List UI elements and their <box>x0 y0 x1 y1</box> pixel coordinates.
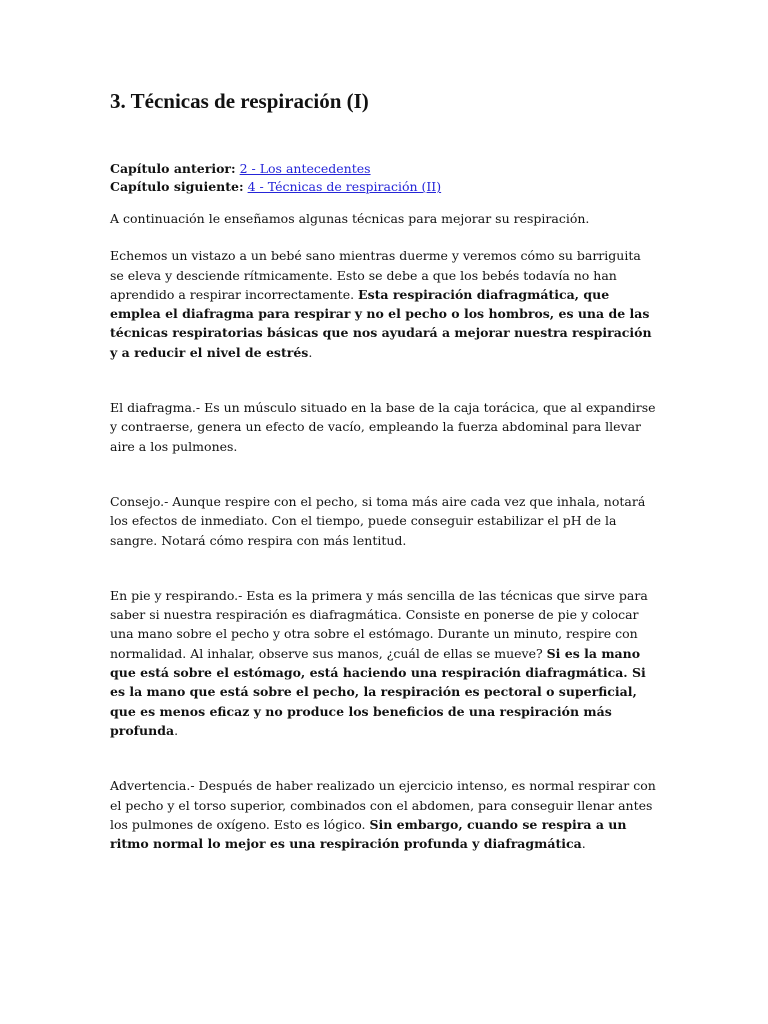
baby-breathing-bold-text: Esta respiración diafragmática, que emplea el diafragma para respirar y no el pecho o los hombros, es una de las técnicas respiratorias básicas que nos ayudará a mejorar nuestra respiración y a reducir el nivel de estrés <box>110 286 652 360</box>
next-chapter-label: Capítulo siguiente: <box>110 179 244 194</box>
warning-text: Advertencia.- Después de haber realizado un ejercicio intenso, es normal respirar con el pecho y el torso superior, combinados con el abdomen, para conseguir llenar antes los pulmones de oxígeno. Esto es lógico. <box>110 778 656 832</box>
chapter-navigation <box>110 160 656 196</box>
document-page <box>110 88 656 853</box>
baby-breathing-end: . <box>308 344 313 360</box>
standing-breathing-text: En pie y respirando.- Esta es la primera y más sencilla de las técnicas que sirve para saber si nuestra respiración es diafragmática. Consiste en ponerse de pie y colocar una mano sobre el pecho y otra sobre el estómago. Durante un minuto, respire con normalidad. Al inhalar, observe sus manos, ¿cuál de ellas se mueve? <box>110 587 648 661</box>
previous-chapter-row <box>110 160 656 178</box>
next-chapter-row <box>110 178 656 196</box>
standing-breathing-paragraph <box>110 586 656 740</box>
previous-chapter-link[interactable]: 2 - Los antecedentes <box>239 161 371 176</box>
previous-chapter-label: Capítulo anterior: <box>110 161 236 176</box>
next-chapter-link[interactable]: 4 - Técnicas de respiración (II) <box>247 179 442 194</box>
warning-end: . <box>581 836 586 852</box>
advice-paragraph: Consejo.- Aunque respire con el pecho, si toma más aire cada vez que inhala, notará los efectos de inmediato. Con el tiempo, puede conseguir estabilizar el pH de la sangre. Notará cómo respira con más lentitud. <box>110 493 646 548</box>
warning-bold-text: Sin embargo, cuando se respira a un ritmo normal lo mejor es una respiración profunda y diafragmática <box>110 816 627 852</box>
intro-paragraph: A continuación le enseñamos algunas técnicas para mejorar su respiración. <box>110 211 590 226</box>
warning-paragraph <box>110 776 656 853</box>
page-title: 3. Técnicas de respiración (I) <box>110 89 369 113</box>
diaphragm-paragraph: El diafragma.- Es un músculo situado en la base de la caja torácica, que al expandirse y contraerse, genera un efecto de vacío, empleando la fuerza abdominal para llevar aire a los pulmones. <box>110 400 656 454</box>
standing-breathing-bold-text: Si es la mano que está sobre el estómago, está haciendo una respiración diafragmática. Si es la mano que está sobre el pecho, la respiración es pectoral o superficial, que es menos eficaz y no produce los beneficios de una respiración más profunda <box>110 645 646 738</box>
baby-breathing-text: Echemos un vistazo a un bebé sano mientras duerme y veremos cómo su barriguita se eleva y desciende rítmicamente. Esto se debe a que los bebés todavía no han aprendido a respirar incorrectamente. <box>110 248 641 302</box>
baby-breathing-paragraph <box>110 246 656 362</box>
standing-breathing-end: . <box>174 722 179 738</box>
